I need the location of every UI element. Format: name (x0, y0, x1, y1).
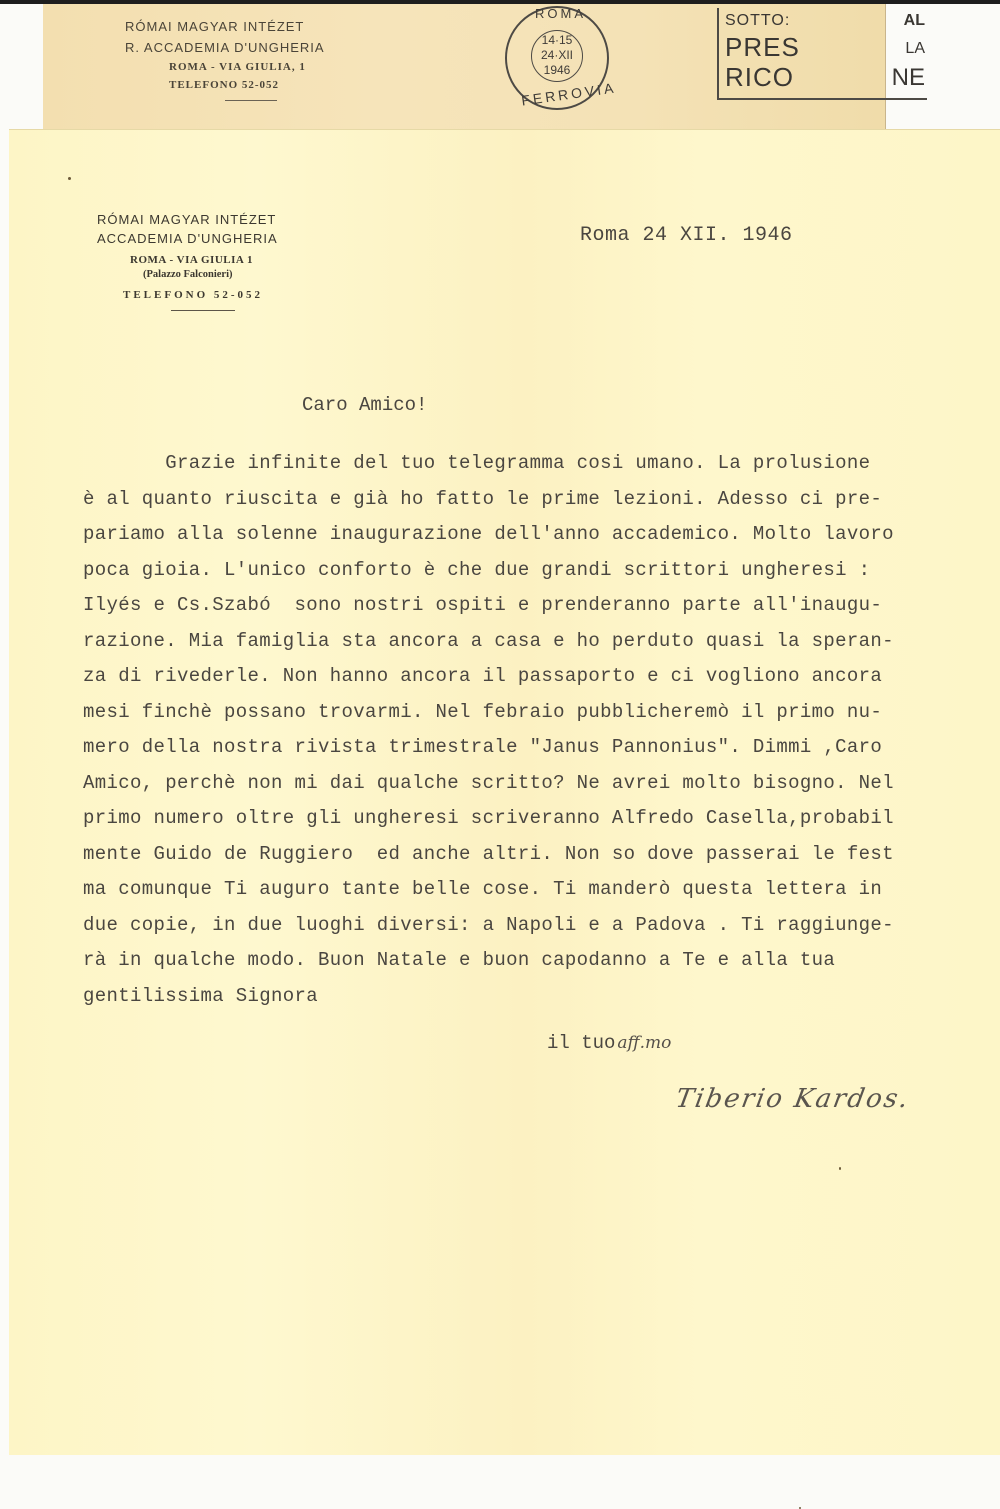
body-line: mesi finchè possano trovarmi. Nel febraio pubblicheremò il primo nu- (83, 700, 883, 723)
closing-typed: il tuo (547, 1032, 616, 1054)
closing-handwritten: aff.mo (617, 1033, 672, 1053)
body-line: razione. Mia famiglia sta ancora a casa e ho perduto quasi la speran- (83, 629, 894, 652)
closing (547, 1032, 671, 1054)
body-line: gentilissima Signora (83, 984, 319, 1007)
letter-body (83, 446, 993, 1014)
dateline: Roma 24 XII. 1946 (580, 224, 793, 247)
body-line: primo numero oltre gli ungheresi scriveranno Alfredo Casella,probabil (83, 807, 894, 829)
body-line: pariamo alla solenne inaugurazione dell'anno accademico. Molto lavoro (83, 523, 894, 545)
slogan-line1-left: SOTTO: (725, 12, 791, 29)
letterhead-palazzo: (Palazzo Falconieri) (143, 269, 233, 280)
paper-speck (68, 177, 71, 180)
salutation: Caro Amico! (302, 394, 428, 416)
body-line: mero della nostra rivista trimestrale "Janus Pannonius". Dimmi ,Caro (83, 736, 883, 758)
postmark-inner-circle (531, 30, 583, 82)
slogan-line2-right: LA (905, 40, 925, 57)
body-line: ma comunque Ti auguro tante belle cose. Ti manderò questa lettera in (83, 878, 883, 900)
body-line: due copie, in due luoghi diversi: a Napoli e a Padova . Ti raggiunge- (83, 913, 894, 936)
slogan-line1-right: AL (903, 12, 925, 29)
letterhead-academy: ACCADEMIA D'UNGHERIA (97, 231, 278, 246)
postmark-date: 24·XII (540, 48, 573, 62)
envelope-strip (43, 4, 925, 130)
letter-letterhead (97, 210, 307, 311)
postmark-stamp-icon (505, 6, 618, 110)
envelope-letterhead-address: ROMA - VIA GIULIA, 1 (169, 61, 306, 73)
body-line: Ilyés e Cs.Szabó sono nostri ospiti e prenderanno parte all'inaugu- (83, 594, 883, 616)
slogan-line3-left: RICO (725, 62, 794, 92)
slogan-line3-right: NE (891, 64, 925, 91)
paper-speck (839, 1167, 841, 1170)
postmark-station: FERROVIA (520, 79, 618, 109)
body-line: è al quanto riuscita e già ho fatto le prime lezioni. Adesso ci pre- (83, 487, 883, 510)
letterhead-address: ROMA - VIA GIULIA 1 (130, 254, 253, 266)
envelope-letterhead-phone: TELEFONO 52-052 (169, 79, 280, 91)
postmark-year: 1946 (543, 63, 571, 77)
letterhead-divider (171, 310, 235, 311)
letter-page (9, 129, 1000, 1455)
postmark-time: 14·15 (541, 33, 573, 47)
slogan-cancellation (717, 8, 927, 100)
body-line: za di rivederle. Non hanno ancora il passaporto e ci vogliono ancora (83, 665, 883, 687)
body-line: mente Guido de Ruggiero ed anche altri. Non so dove passerai le fest (83, 842, 894, 865)
letterhead-phone: TELEFONO 52-052 (123, 289, 264, 301)
envelope-letterhead (125, 16, 345, 101)
envelope-letterhead-academy: R. ACCADEMIA D'UNGHERIA (125, 40, 325, 55)
body-line: poca gioia. L'unico conforto è che due grandi scrittori ungheresi : (83, 558, 871, 581)
postmark-city: ROMA (535, 6, 586, 21)
body-line: rà in qualche modo. Buon Natale e buon capodanno a Te e alla tua (83, 949, 836, 971)
envelope-letterhead-institute: RÓMAI MAGYAR INTÉZET (125, 19, 305, 34)
body-line: Grazie infinite del tuo telegramma cosi umano. La prolusione (83, 452, 871, 474)
envelope-letterhead-divider (225, 100, 277, 101)
handwritten-signature: Tiberio Kardos. (673, 1084, 913, 1114)
body-line: Amico, perchè non mi dai qualche scritto? Ne avrei molto bisogno. Nel (83, 771, 894, 794)
letterhead-institute: RÓMAI MAGYAR INTÉZET (97, 212, 277, 227)
slogan-line2-left: PRES (725, 32, 800, 62)
